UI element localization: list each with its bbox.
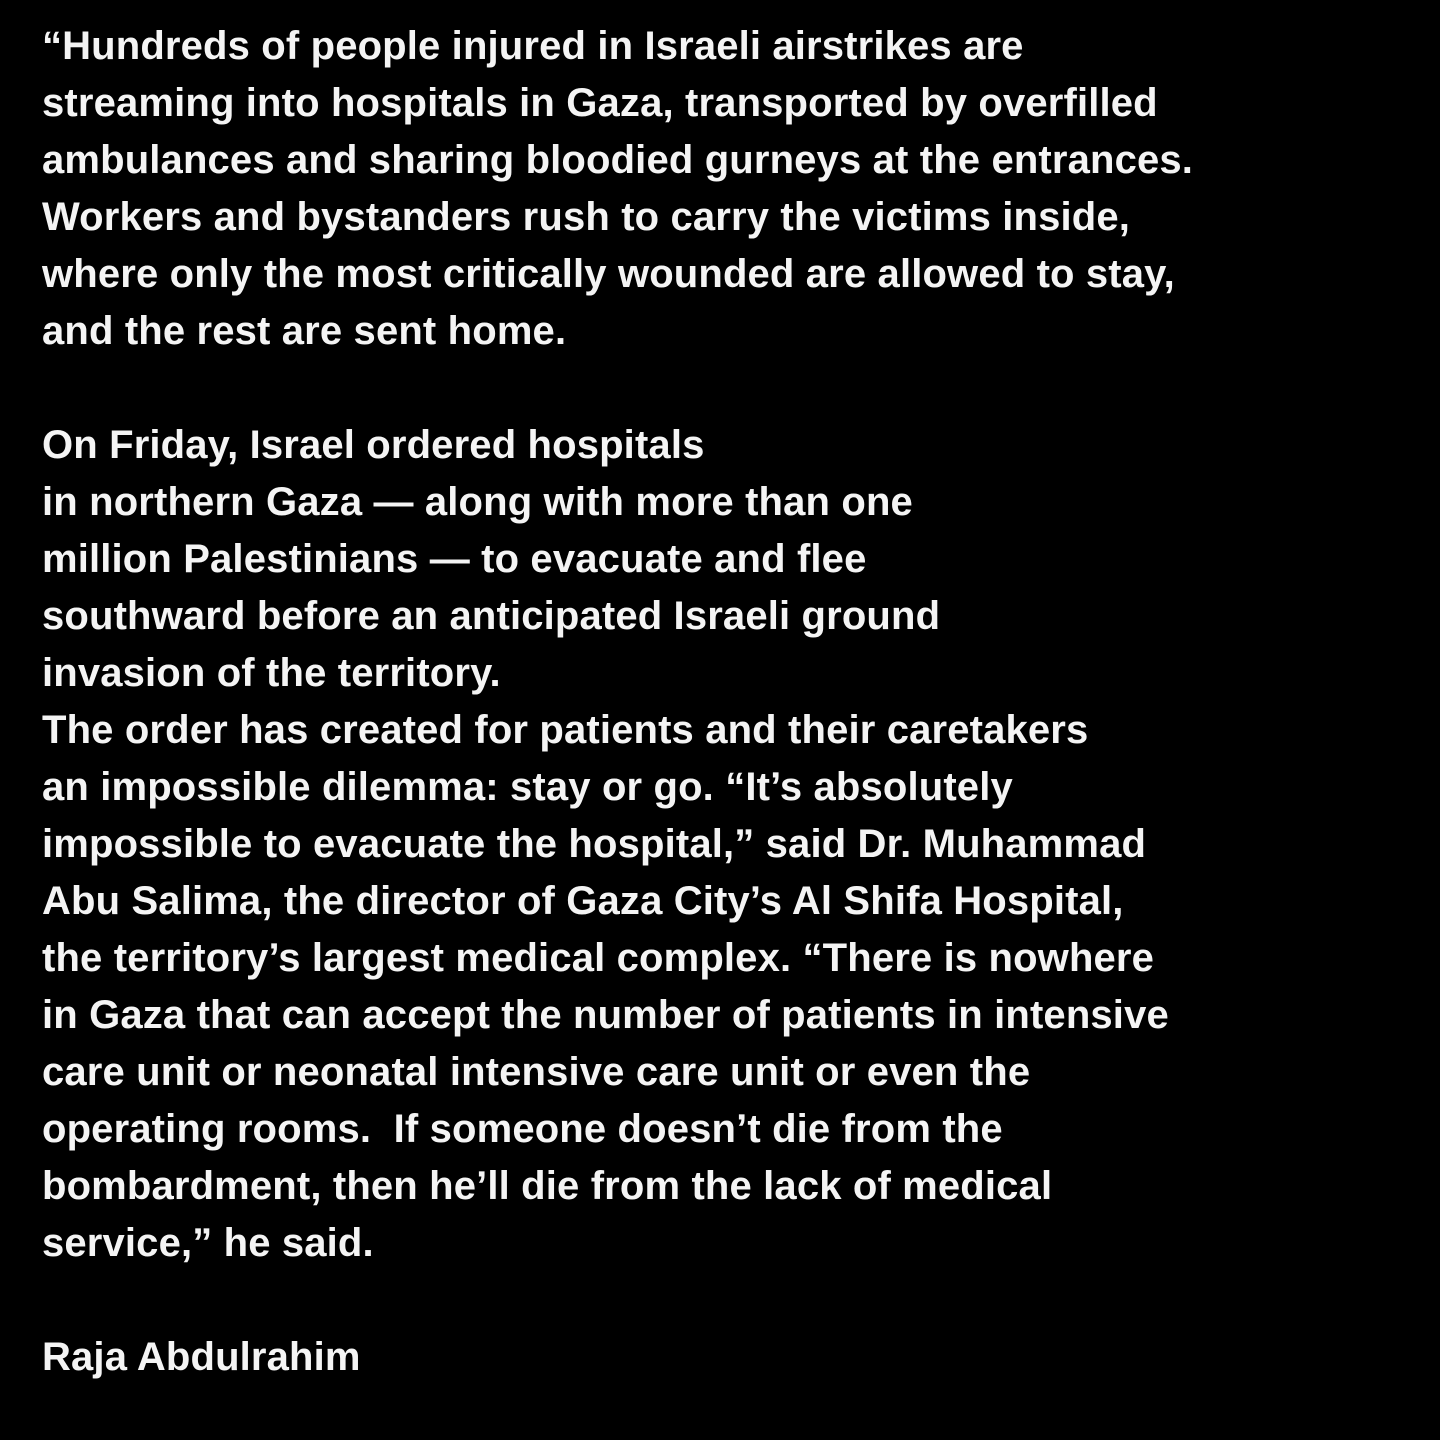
text-line: operating rooms. If someone doesn’t die from the bbox=[42, 1107, 1003, 1151]
text-line: invasion of the territory. bbox=[42, 651, 501, 695]
text-line: an impossible dilemma: stay or go. “It’s absolutely bbox=[42, 765, 1013, 809]
text-line: On Friday, Israel ordered hospitals bbox=[42, 423, 705, 467]
text-line: Abu Salima, the director of Gaza City’s Al Shifa Hospital, bbox=[42, 879, 1124, 923]
author-name: Raja Abdulrahim bbox=[42, 1335, 361, 1379]
article-quote bbox=[42, 18, 1422, 1386]
text-line: in northern Gaza — along with more than one bbox=[42, 480, 913, 524]
text-line: streaming into hospitals in Gaza, transported by overfilled bbox=[42, 81, 1158, 125]
text-line: southward before an anticipated Israeli ground bbox=[42, 594, 941, 638]
text-line: The order has created for patients and their caretakers bbox=[42, 708, 1089, 752]
text-line: bombardment, then he’ll die from the lack of medical bbox=[42, 1164, 1053, 1208]
paragraph-1 bbox=[42, 18, 1422, 360]
paragraph-spacer bbox=[42, 1272, 1422, 1329]
text-line: where only the most critically wounded are allowed to stay, bbox=[42, 252, 1175, 296]
text-line: service,” he said. bbox=[42, 1221, 374, 1265]
text-line: “Hundreds of people injured in Israeli airstrikes are bbox=[42, 24, 1024, 68]
text-line: care unit or neonatal intensive care unit or even the bbox=[42, 1050, 1031, 1094]
text-line: impossible to evacuate the hospital,” said Dr. Muhammad bbox=[42, 822, 1147, 866]
text-line: ambulances and sharing bloodied gurneys at the entrances. bbox=[42, 138, 1194, 182]
text-line: and the rest are sent home. bbox=[42, 309, 567, 353]
text-line: in Gaza that can accept the number of patients in intensive bbox=[42, 993, 1169, 1037]
paragraph-2 bbox=[42, 417, 1422, 1272]
text-line: the territory’s largest medical complex. “There is nowhere bbox=[42, 936, 1155, 980]
paragraph-spacer bbox=[42, 360, 1422, 417]
text-line: million Palestinians — to evacuate and flee bbox=[42, 537, 867, 581]
text-line: Workers and bystanders rush to carry the victims inside, bbox=[42, 195, 1131, 239]
